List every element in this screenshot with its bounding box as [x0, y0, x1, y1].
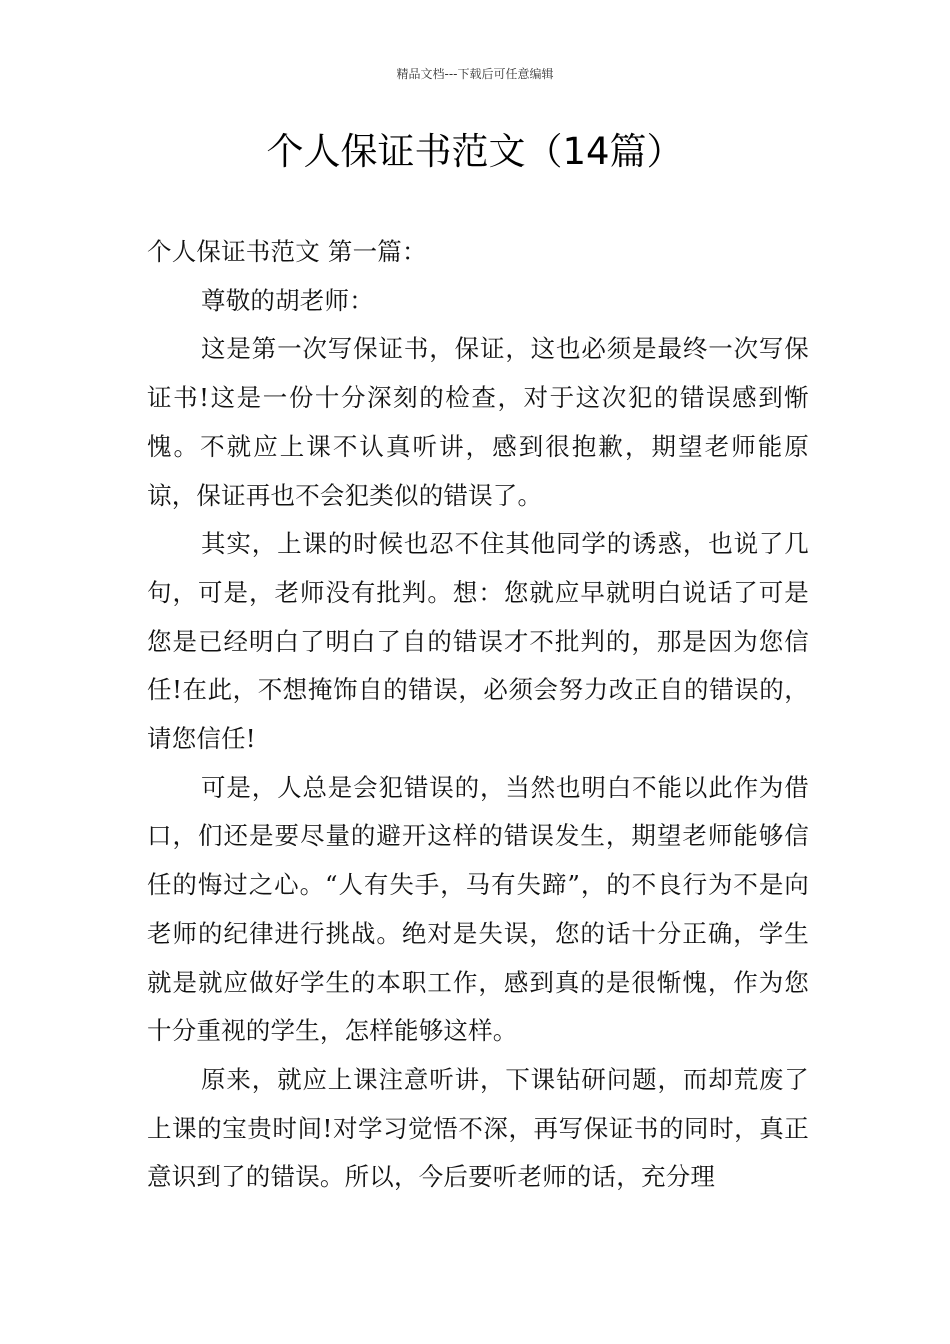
document-body — [147, 228, 809, 1202]
paragraph: 可是，人总是会犯错误的，当然也明白不能以此作为借口，们还是要尽量的避开这样的错误发生，期望老师能够信任的悔过之心。“人有失手，马有失蹄”，的不良行为不是向老师的纪律进行挑战。绝对是失误，您的话十分正确，学生就是就应做好学生的本职工作，感到真的是很惭愧，作为您十分重视的学生，怎样能够这样。 — [147, 772, 809, 1046]
paragraph: 这是第一次写保证书，保证，这也必须是最终一次写保证书!这是一份十分深刻的检查，对于这次犯的错误感到惭愧。不就应上课不认真听讲，感到很抱歉，期望老师能原谅，保证再也不会犯类似的错误了。 — [147, 334, 809, 510]
section-label: 个人保证书范文 第一篇： — [147, 237, 427, 266]
paragraph: 其实，上课的时候也忍不住其他同学的诱惑，也说了几句，可是，老师没有批判。想：您就应早就明白说话了可是您是已经明白了明白了自的错误才不批判的，那是因为您信任!在此，不想掩饰自的错误，必须会努力改正自的错误的，请您信任! — [147, 529, 809, 754]
header-note: 精品文档---下载后可任意编辑 — [396, 67, 554, 81]
paragraph: 原来，就应上课注意听讲，下课钻研问题，而却荒废了上课的宝贵时间!对学习觉悟不深，再写保证书的同时，真正意识到了的错误。所以，今后要听老师的话，充分理 — [147, 1064, 809, 1192]
document-title: 个人保证书范文（14篇） — [266, 130, 684, 173]
salutation: 尊敬的胡老师： — [201, 285, 374, 315]
